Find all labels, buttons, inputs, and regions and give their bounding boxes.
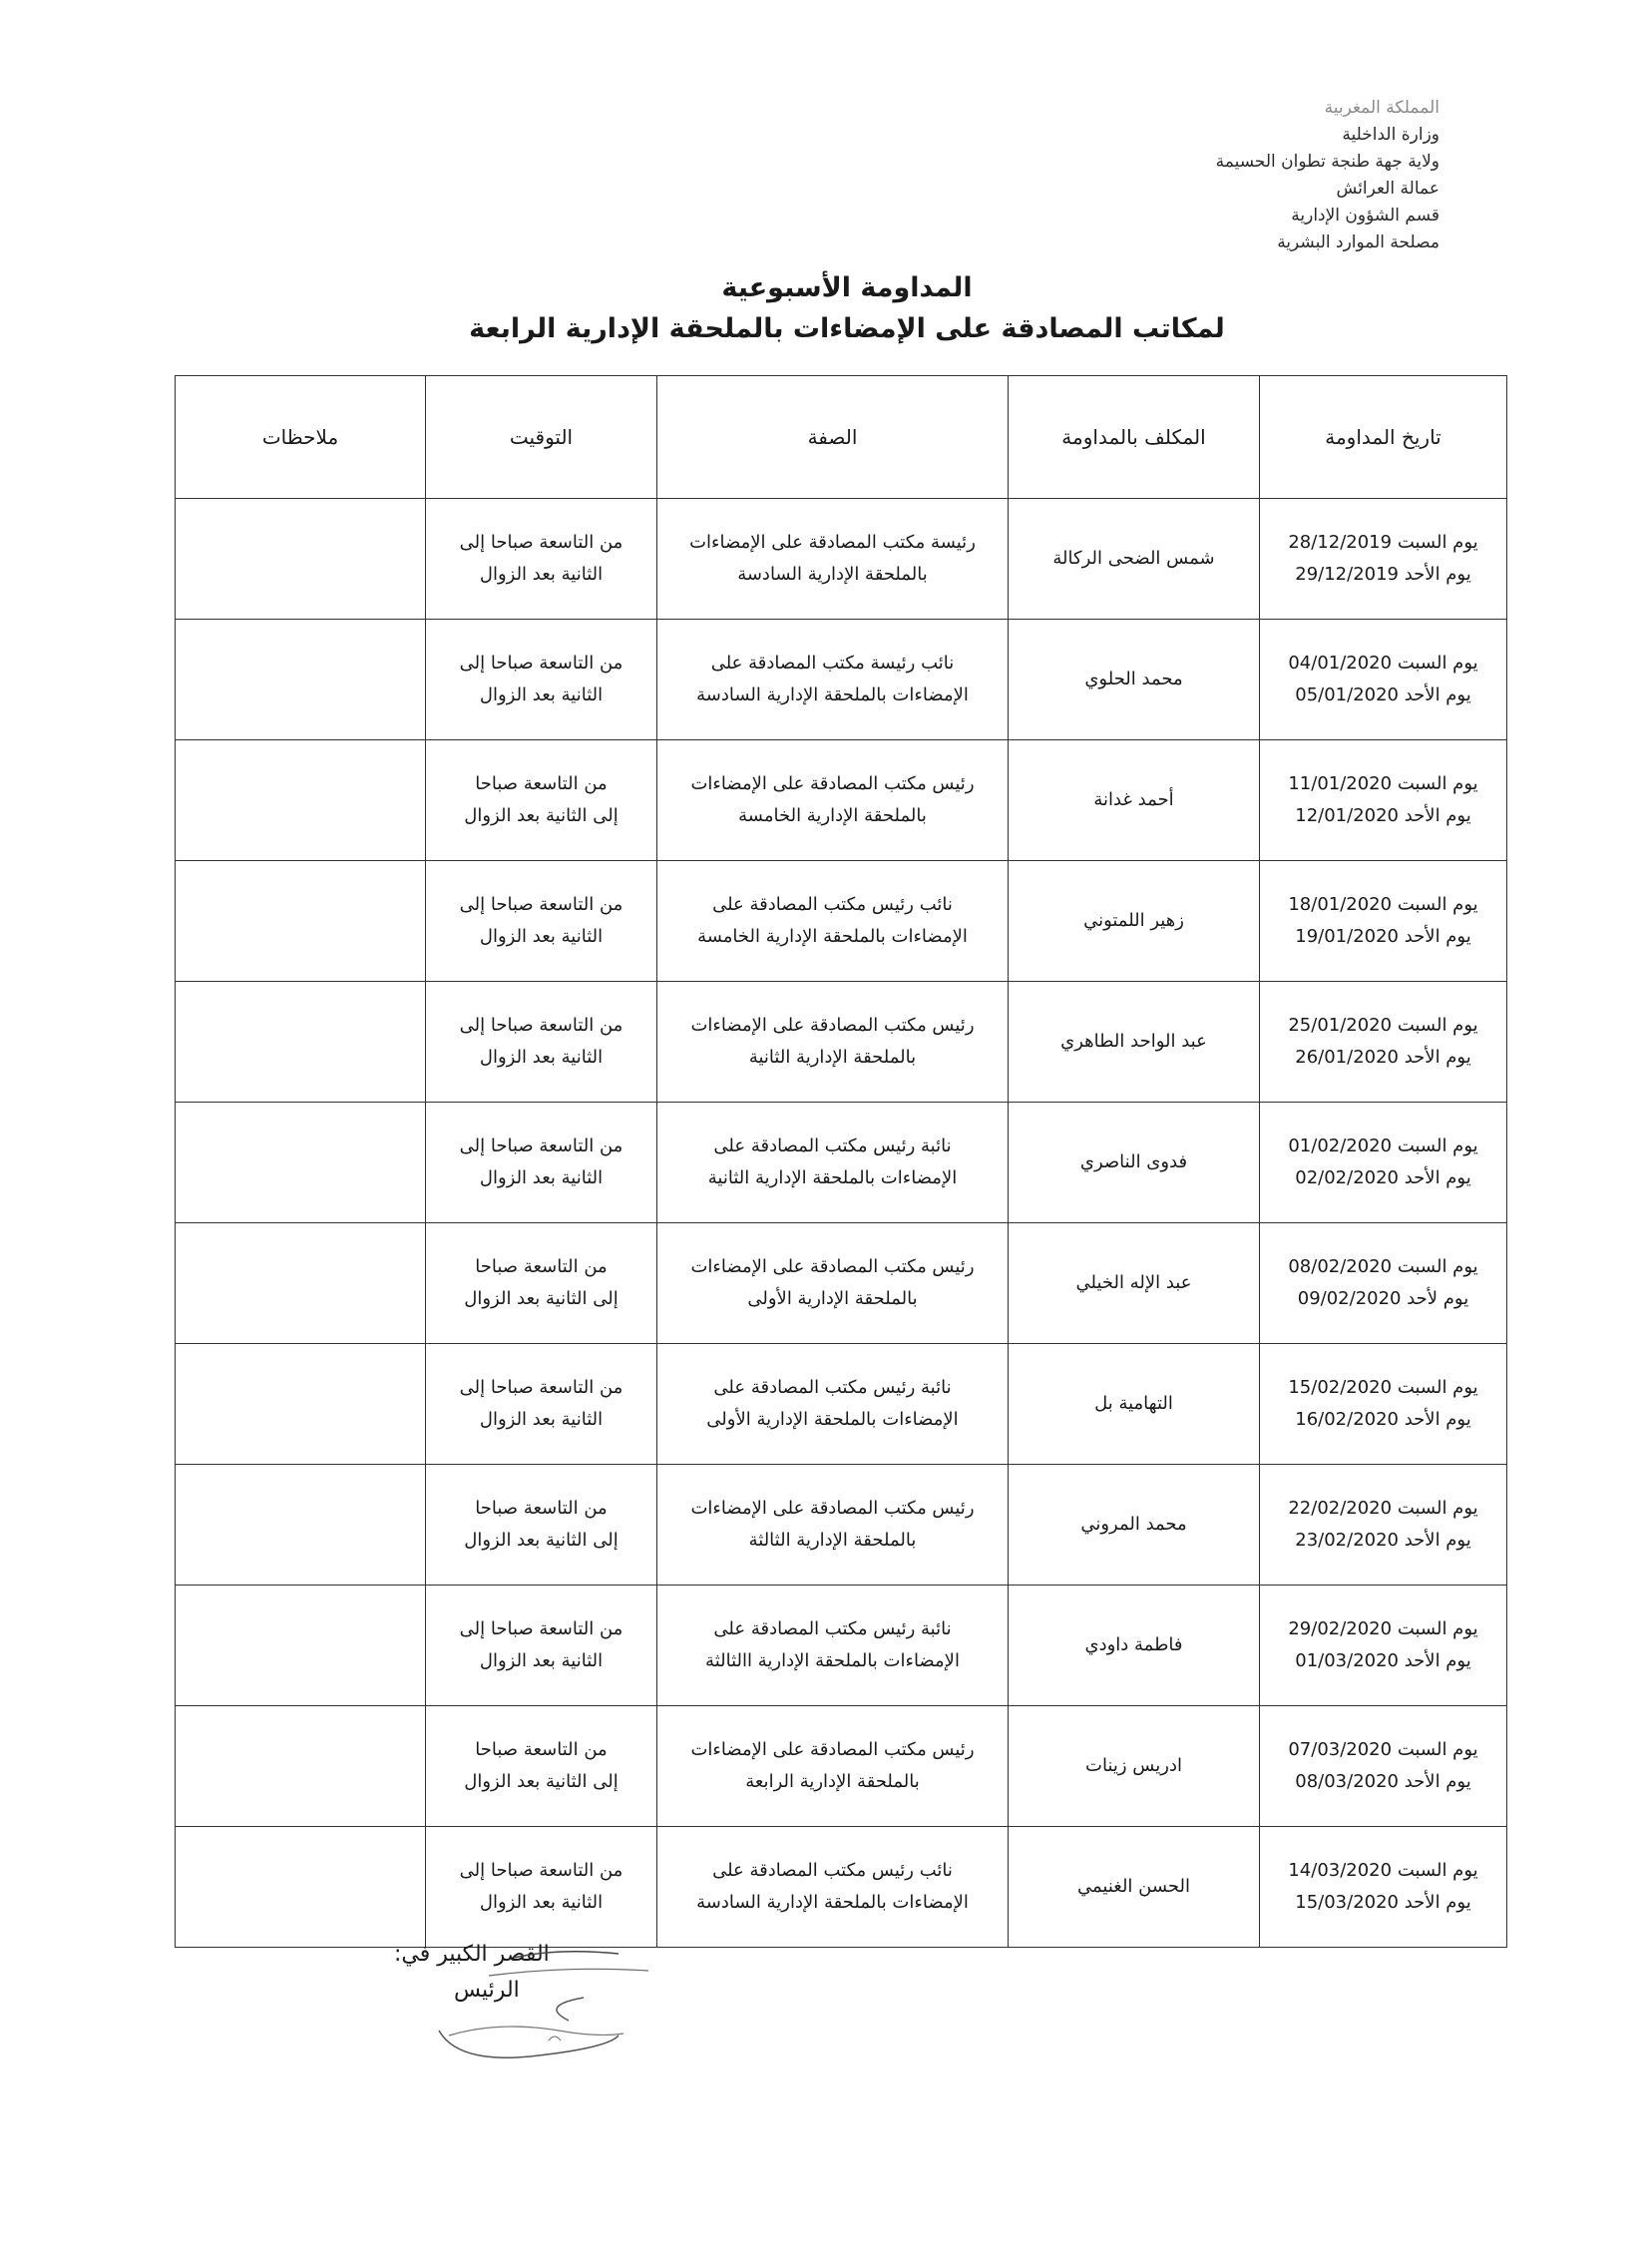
date-sunday: يوم الأحد 29/12/2019 xyxy=(1295,564,1471,585)
cell-role: رئيس مكتب المصادقة على الإمضاءات بالملحقة الإدارية الأولى xyxy=(657,1223,1009,1344)
cell-person: فدوى الناصري xyxy=(1009,1103,1260,1223)
cell-role: نائبة رئيس مكتب المصادقة على الإمضاءات بالملحقة الإدارية االثالثة xyxy=(657,1586,1009,1706)
table-row xyxy=(176,1344,1507,1465)
administrative-header xyxy=(1216,95,1439,256)
table-row xyxy=(176,1223,1507,1344)
cell-notes xyxy=(176,740,426,861)
cell-person: ادريس زينات xyxy=(1009,1706,1260,1827)
header-person: المكلف بالمداومة xyxy=(1009,376,1260,499)
title-line-2: لمكاتب المصادقة على الإمضاءات بالملحقة الإدارية الرابعة xyxy=(469,313,1225,344)
cell-timing: من التاسعة صباحا إلى الثانية بعد الزوال xyxy=(426,982,657,1103)
table-row xyxy=(176,1706,1507,1827)
cell-date xyxy=(1260,1706,1507,1827)
cell-timing: من التاسعة صباحا إلى الثانية بعد الزوال xyxy=(426,1103,657,1223)
cell-person: محمد المروني xyxy=(1009,1465,1260,1586)
cell-role: رئيس مكتب المصادقة على الإمضاءات بالملحقة الإدارية الثانية xyxy=(657,982,1009,1103)
table-row xyxy=(176,1103,1507,1223)
header-line: ولاية جهة طنجة تطوان الحسيمة xyxy=(1215,152,1439,172)
date-saturday: يوم السبت 22/02/2020 xyxy=(1288,1498,1478,1519)
cell-notes xyxy=(176,1223,426,1344)
date-sunday: يوم الأحد 26/01/2020 xyxy=(1295,1047,1471,1068)
cell-date xyxy=(1260,1827,1507,1948)
cell-role: نائب رئيس مكتب المصادقة على الإمضاءات بالملحقة الإدارية السادسة xyxy=(657,1827,1009,1948)
header-notes: ملاحظات xyxy=(176,376,426,499)
date-saturday: يوم السبت 11/01/2020 xyxy=(1288,773,1478,794)
footer-place: القصر الكبير في: xyxy=(394,1942,550,1967)
cell-role: نائب رئيسة مكتب المصادقة على الإمضاءات بالملحقة الإدارية السادسة xyxy=(657,620,1009,740)
date-sunday: يوم الأحد 19/01/2020 xyxy=(1295,926,1471,947)
cell-person: الحسن الغنيمي xyxy=(1009,1827,1260,1948)
cell-timing: من التاسعة صباحا إلى الثانية بعد الزوال xyxy=(426,1586,657,1706)
cell-role: نائب رئيس مكتب المصادقة على الإمضاءات بالملحقة الإدارية الخامسة xyxy=(657,861,1009,982)
date-saturday: يوم السبت 18/01/2020 xyxy=(1288,894,1478,915)
cell-person: فاطمة داودي xyxy=(1009,1586,1260,1706)
table-row xyxy=(176,1465,1507,1586)
cell-date xyxy=(1260,499,1507,620)
cell-person: عبد الواحد الطاهري xyxy=(1009,982,1260,1103)
cell-date xyxy=(1260,740,1507,861)
cell-role: رئيس مكتب المصادقة على الإمضاءات بالملحقة الإدارية الثالثة xyxy=(657,1465,1009,1586)
cell-notes xyxy=(176,1827,426,1948)
date-sunday: يوم الأحد 08/03/2020 xyxy=(1295,1771,1471,1792)
cell-date xyxy=(1260,620,1507,740)
title-line-1: المداومة الأسبوعية xyxy=(721,272,973,303)
date-sunday: يوم الأحد 23/02/2020 xyxy=(1295,1530,1471,1551)
table-row xyxy=(176,620,1507,740)
date-sunday: يوم الأحد 01/03/2020 xyxy=(1295,1650,1471,1671)
date-saturday: يوم السبت 04/01/2020 xyxy=(1288,653,1478,674)
cell-role: رئيسة مكتب المصادقة على الإمضاءات بالملحقة الإدارية السادسة xyxy=(657,499,1009,620)
cell-date xyxy=(1260,1465,1507,1586)
cell-notes xyxy=(176,1706,426,1827)
date-saturday: يوم السبت 14/03/2020 xyxy=(1288,1860,1478,1881)
header-role: الصفة xyxy=(657,376,1009,499)
header-line: وزارة الداخلية xyxy=(1342,125,1439,145)
date-saturday: يوم السبت 15/02/2020 xyxy=(1288,1377,1478,1398)
cell-date xyxy=(1260,1586,1507,1706)
table-row xyxy=(176,982,1507,1103)
cell-notes xyxy=(176,1103,426,1223)
duty-schedule-table xyxy=(175,375,1507,1948)
cell-timing: من التاسعة صباحا إلى الثانية بعد الزوال xyxy=(426,499,657,620)
header-line: قسم الشؤون الإدارية xyxy=(1291,206,1439,226)
date-sunday: يوم الأحد 02/02/2020 xyxy=(1295,1167,1471,1188)
date-saturday: يوم السبت 28/12/2019 xyxy=(1288,532,1478,553)
header-line: مصلحة الموارد البشرية xyxy=(1277,232,1439,252)
table-header-row xyxy=(176,376,1507,499)
date-saturday: يوم السبت 29/02/2020 xyxy=(1288,1618,1478,1639)
cell-person: زهير اللمتوني xyxy=(1009,861,1260,982)
cell-date xyxy=(1260,982,1507,1103)
cell-date xyxy=(1260,1344,1507,1465)
cell-date xyxy=(1260,1223,1507,1344)
table-row xyxy=(176,740,1507,861)
cell-notes xyxy=(176,982,426,1103)
table-row xyxy=(176,1827,1507,1948)
date-sunday: يوم الأحد 05/01/2020 xyxy=(1295,684,1471,705)
cell-timing: من التاسعة صباحا إلى الثانية بعد الزوال xyxy=(426,1465,657,1586)
cell-date xyxy=(1260,861,1507,982)
cell-timing: من التاسعة صباحا إلى الثانية بعد الزوال xyxy=(426,1223,657,1344)
table-row xyxy=(176,1586,1507,1706)
cell-role: رئيس مكتب المصادقة على الإمضاءات بالملحقة الإدارية الرابعة xyxy=(657,1706,1009,1827)
signature-scribble xyxy=(419,1936,678,2075)
date-sunday: يوم الأحد 15/03/2020 xyxy=(1295,1892,1471,1913)
table-body xyxy=(176,499,1507,1948)
cell-notes xyxy=(176,620,426,740)
cell-notes xyxy=(176,1465,426,1586)
cell-timing: من التاسعة صباحا إلى الثانية بعد الزوال xyxy=(426,861,657,982)
cell-notes xyxy=(176,1586,426,1706)
document-title xyxy=(0,267,1644,349)
cell-timing: من التاسعة صباحا إلى الثانية بعد الزوال xyxy=(426,1827,657,1948)
cell-person: عبد الإله الخيلي xyxy=(1009,1223,1260,1344)
date-saturday: يوم السبت 08/02/2020 xyxy=(1288,1256,1478,1277)
header-timing: التوقيت xyxy=(426,376,657,499)
cell-person: شمس الضحى الركالة xyxy=(1009,499,1260,620)
cell-timing: من التاسعة صباحا إلى الثانية بعد الزوال xyxy=(426,1344,657,1465)
cell-role: رئيس مكتب المصادقة على الإمضاءات بالملحقة الإدارية الخامسة xyxy=(657,740,1009,861)
cell-notes xyxy=(176,861,426,982)
cell-role: نائبة رئيس مكتب المصادقة على الإمضاءات بالملحقة الإدارية الثانية xyxy=(657,1103,1009,1223)
date-sunday: يوم الأحد 12/01/2020 xyxy=(1295,805,1471,826)
cell-person: محمد الحلوي xyxy=(1009,620,1260,740)
date-sunday: يوم لأحد 09/02/2020 xyxy=(1297,1288,1469,1309)
header-line: عمالة العرائش xyxy=(1336,179,1439,199)
table-row xyxy=(176,499,1507,620)
cell-date xyxy=(1260,1103,1507,1223)
cell-timing: من التاسعة صباحا إلى الثانية بعد الزوال xyxy=(426,1706,657,1827)
cell-timing: من التاسعة صباحا إلى الثانية بعد الزوال xyxy=(426,740,657,861)
footer-signatory: الرئيس xyxy=(454,1978,520,2003)
cell-person: أحمد غدانة xyxy=(1009,740,1260,861)
cell-person: التهامية بل xyxy=(1009,1344,1260,1465)
cell-notes xyxy=(176,1344,426,1465)
cell-notes xyxy=(176,499,426,620)
header-line: المملكة المغربية xyxy=(1324,98,1439,118)
date-saturday: يوم السبت 01/02/2020 xyxy=(1288,1135,1478,1156)
cell-role: نائبة رئيس مكتب المصادقة على الإمضاءات بالملحقة الإدارية الأولى xyxy=(657,1344,1009,1465)
date-sunday: يوم الأحد 16/02/2020 xyxy=(1295,1409,1471,1430)
table-row xyxy=(176,861,1507,982)
date-saturday: يوم السبت 25/01/2020 xyxy=(1288,1015,1478,1036)
date-saturday: يوم السبت 07/03/2020 xyxy=(1288,1739,1478,1760)
cell-timing: من التاسعة صباحا إلى الثانية بعد الزوال xyxy=(426,620,657,740)
header-date: تاريخ المداومة xyxy=(1260,376,1507,499)
